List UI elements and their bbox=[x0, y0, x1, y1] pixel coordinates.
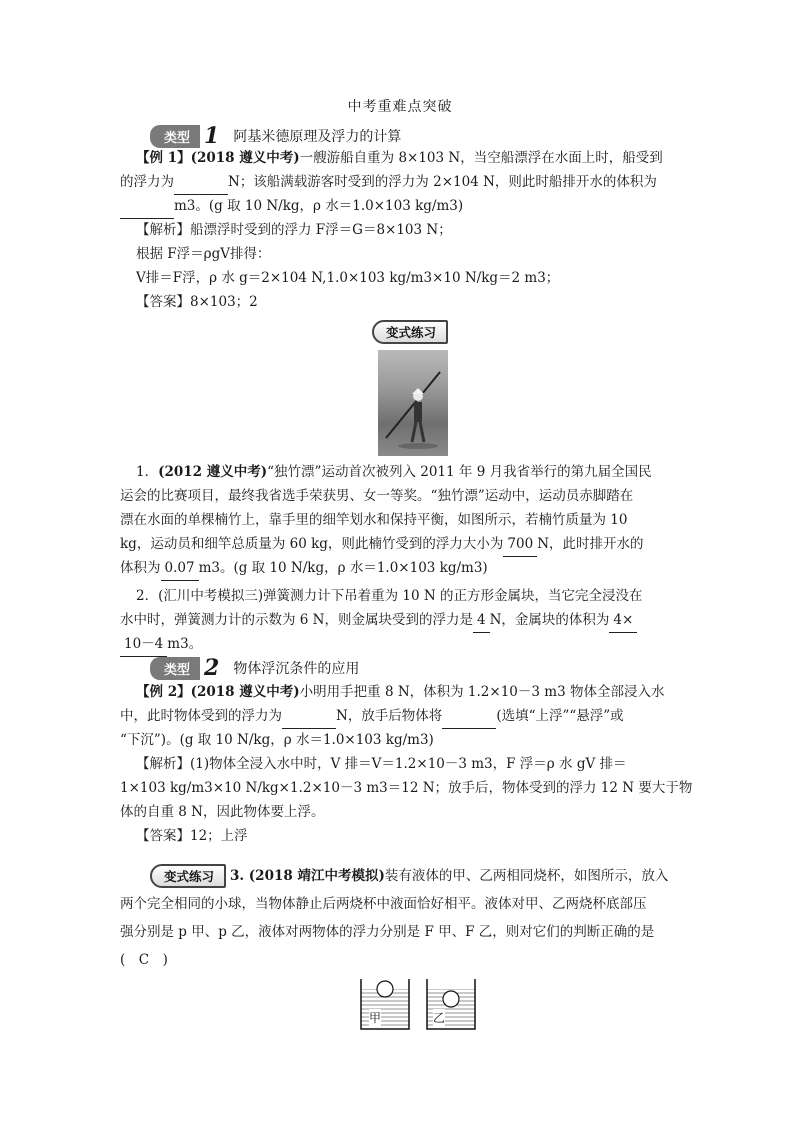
question-number: 2． bbox=[136, 588, 159, 604]
category-2-header bbox=[150, 656, 359, 680]
example-text: m3。(g 取 10 N/kg，ρ 水＝1.0×103 kg/m3) bbox=[174, 198, 464, 214]
question-2 bbox=[120, 584, 680, 656]
variant-practice-badge: 变式练习 bbox=[372, 320, 448, 344]
category-label: 阿基米德原理及浮力的计算 bbox=[233, 129, 402, 145]
filled-answer: 4× bbox=[609, 608, 637, 633]
example-source: (2018 遵义中考) bbox=[190, 150, 300, 166]
question-3 bbox=[120, 862, 680, 974]
analysis-line: 体的自重 8 N，因此物体要上浮。 bbox=[120, 804, 325, 820]
answer-blank bbox=[174, 170, 228, 195]
answer-line: 【答案】12；上浮 bbox=[136, 828, 248, 844]
filled-answer: 4 bbox=[473, 608, 490, 633]
example-text: 一艘游船自重为 8×103 N，当空船漂浮在水面上时，船受到 bbox=[299, 150, 663, 166]
question-source: (2012 遵义中考) bbox=[158, 464, 268, 480]
example-2 bbox=[120, 680, 693, 848]
analysis-line: 【解析】(1)物体全浸入水中时，V 排＝V＝1.2×10－3 m3，F 浮＝ρ 水 gV 排＝ bbox=[136, 756, 627, 772]
category-number: 2 bbox=[204, 655, 220, 681]
example-tag: 【例 2】 bbox=[136, 684, 191, 700]
question-text: 体积为 bbox=[120, 560, 161, 576]
question-source: 3. (2018 靖江中考模拟) bbox=[230, 868, 385, 884]
example-text: (选填“上浮”“悬浮”或 bbox=[496, 708, 624, 724]
answer-blank bbox=[282, 704, 336, 729]
question-text: ( C ) bbox=[120, 952, 168, 968]
question-text: 漂在水面的单棵楠竹上，靠手里的细竿划水和保持平衡，如图所示，若楠竹质量为 10 bbox=[120, 512, 628, 528]
filled-answer: 0.07 bbox=[161, 556, 199, 581]
question-text: N，金属块的体积为 bbox=[489, 612, 610, 628]
page-title: 中考重难点突破 bbox=[347, 99, 453, 115]
variant-practice-badge: 变式练习 bbox=[150, 864, 226, 888]
example-text: 的浮力为 bbox=[120, 174, 174, 190]
category-1-header bbox=[150, 124, 401, 148]
analysis-line: 1×103 kg/m3×10 N/kg×1.2×10－3 m3＝12 N；放手后，物体受到的浮力 12 N 要大于物 bbox=[120, 780, 693, 796]
question-text: m3。(g 取 10 N/kg，ρ 水＝1.0×103 kg/m3) bbox=[198, 560, 488, 576]
example-text: N；该船满载游客时受到的浮力为 2×104 N，则此时船排开水的体积为 bbox=[228, 174, 657, 190]
example-tag: 【例 1】 bbox=[136, 150, 191, 166]
question-text: 水中时，弹簧测力计的示数为 6 N，则金属块受到的浮力是 bbox=[120, 612, 473, 628]
answer-blank bbox=[442, 704, 496, 729]
example-text: N，放手后物体将 bbox=[336, 708, 443, 724]
category-number: 1 bbox=[204, 123, 220, 149]
beaker-label-jia: 甲 bbox=[369, 1011, 382, 1025]
question-text: m3。 bbox=[167, 636, 203, 652]
category-badge: 类型 bbox=[150, 657, 200, 680]
question-text: 装有液体的甲、乙两相同烧杯，如图所示，放入 bbox=[384, 868, 669, 884]
category-label: 物体浮沉条件的应用 bbox=[233, 661, 360, 677]
example-source: (2018 遵义中考) bbox=[190, 684, 300, 700]
analysis-line: 根据 F浮＝ρgV排得： bbox=[136, 246, 271, 262]
rafter-figure-icon bbox=[378, 350, 448, 456]
answer-blank bbox=[120, 194, 174, 219]
filled-answer: 700 bbox=[503, 532, 537, 557]
beakers-diagram bbox=[355, 975, 485, 1035]
example-text: 中，此时物体受到的浮力为 bbox=[120, 708, 282, 724]
bamboo-rafting-photo bbox=[378, 350, 448, 456]
question-text: 运会的比赛项目，最终我省选手荣获男、女一等奖。“独竹漂”运动中，运动员赤脚踏在 bbox=[120, 488, 634, 504]
analysis-line: 【解析】船漂浮时受到的浮力 F浮＝G＝8×103 N； bbox=[136, 222, 452, 238]
question-text: N，此时排开水的 bbox=[537, 536, 644, 552]
example-text: “下沉”)。(g 取 10 N/kg，ρ 水＝1.0×103 kg/m3) bbox=[120, 732, 434, 748]
question-text: 强分别是 p 甲、p 乙，液体对两物体的浮力分别是 F 甲、F 乙，则对它们的判断正确的是 bbox=[120, 924, 655, 940]
question-1 bbox=[120, 460, 680, 580]
beaker-label-yi: 乙 bbox=[433, 1011, 446, 1025]
question-text: 两个完全相同的小球，当物体静止后两烧杯中液面恰好相平。液体对甲、乙两烧杯底部压 bbox=[120, 896, 647, 912]
beakers-figure bbox=[355, 975, 485, 1039]
answer-line: 【答案】8×103；2 bbox=[136, 294, 258, 310]
category-badge: 类型 bbox=[150, 125, 200, 148]
question-number: 1． bbox=[136, 464, 159, 480]
analysis-line: V排＝F浮，ρ 水 g＝2×104 N,1.0×103 kg/m3×10 N/kg＝2 m3； bbox=[136, 270, 560, 286]
example-text: 小明用手把重 8 N，体积为 1.2×10－3 m3 物体全部浸入水 bbox=[299, 684, 665, 700]
filled-answer: 10－4 bbox=[120, 632, 167, 657]
question-text: (汇川中考模拟三)弹簧测力计下吊着重为 10 N 的正方形金属块，当它完全浸没在 bbox=[158, 588, 643, 604]
question-text: kg，运动员和细竿总质量为 60 kg，则此楠竹受到的浮力大小为 bbox=[120, 536, 504, 552]
example-1 bbox=[120, 146, 680, 314]
question-text: “独竹漂”运动首次被列入 2011 年 9 月我省举行的第九届全国民 bbox=[267, 464, 652, 480]
